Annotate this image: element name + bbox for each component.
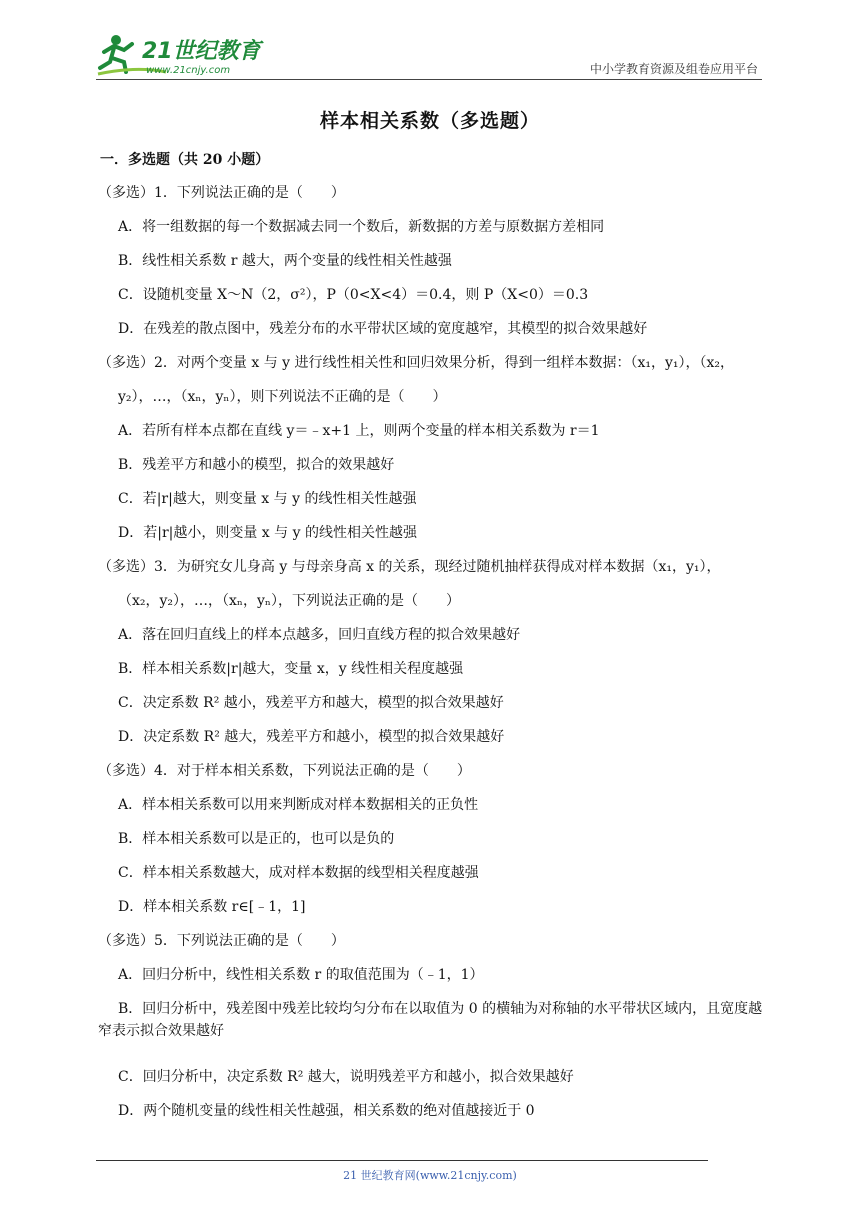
question-3-stem: [98, 556, 764, 612]
question-1-option-a: A．将一组数据的每一个数据减去同一个数后，新数据的方差与原数据方差相同: [118, 219, 605, 235]
question-list: [98, 148, 764, 1134]
question-3-option-b: B．样本相关系数|r|越大，变量 x，y 线性相关程度越强: [118, 661, 464, 677]
footer-link[interactable]: 21 世纪教育网(www.21cnjy.com): [343, 1169, 517, 1182]
question-2-option-d: D．若|r|越小，则变量 x 与 y 的线性相关性越强: [118, 525, 417, 541]
page-header: [96, 30, 762, 80]
platform-name: 中小学教育资源及组卷应用平台: [589, 62, 758, 76]
svg-text:www.21cnjy.com: www.21cnjy.com: [146, 65, 231, 76]
question-2-option-c: C．若|r|越大，则变量 x 与 y 的线性相关性越强: [118, 491, 417, 507]
question-1-option-d: D．在残差的散点图中，残差分布的水平带状区域的宽度越窄，其模型的拟合效果越好: [118, 321, 648, 337]
question-2-option-a: A．若所有样本点都在直线 y＝﹣x+1 上，则两个变量的样本相关系数为 r＝1: [118, 423, 600, 439]
logo-runner-icon: [96, 30, 266, 78]
question-2-option-b: B．残差平方和越小的模型，拟合的效果越好: [118, 457, 395, 473]
question-4-option-d: D．样本相关系数 r∈[﹣1，1]: [118, 899, 306, 915]
question-3-option-c: C．决定系数 R² 越小，残差平方和越大，模型的拟合效果越好: [118, 695, 504, 711]
question-1-option-c: C．设随机变量 X～N（2，σ²），P（0<X<4）＝0.4，则 P（X<0）＝0.3: [118, 287, 589, 303]
section-heading: 一．多选题（共 20 小题）: [100, 152, 270, 168]
question-5-option-a: A．回归分析中，线性相关系数 r 的取值范围为（﹣1，1）: [118, 967, 484, 983]
question-4-option-b: B．样本相关系数可以是正的，也可以是负的: [118, 831, 395, 847]
svg-text:21世纪教育: 21世纪教育: [142, 39, 261, 64]
question-3-stem-line1: （多选）3．为研究女儿身高 y 与母亲身高 x 的关系，现经过随机抽样获得成对样本数据（x₁，y₁），: [98, 559, 721, 575]
question-3-option-d: D．决定系数 R² 越大，残差平方和越小，模型的拟合效果越好: [118, 729, 505, 745]
site-logo[interactable]: [96, 30, 266, 78]
page-title: 样本相关系数（多选题）: [319, 110, 540, 132]
question-5-option-b: B．回归分析中，残差图中残差比较均匀分布在以取值为 0 的横轴为对称轴的水平带状区域内，且宽度越窄表示拟合效果越好: [98, 1001, 763, 1039]
header-divider: [96, 79, 762, 80]
question-4-option-c: C．样本相关系数越大，成对样本数据的线型相关程度越强: [118, 865, 479, 881]
question-1-option-b: B．线性相关系数 r 越大，两个变量的线性相关性越强: [118, 253, 452, 269]
question-1-stem: （多选）1．下列说法正确的是（ ）: [98, 185, 345, 201]
question-4-stem: （多选）4．对于样本相关系数，下列说法正确的是（ ）: [98, 763, 471, 779]
question-2-stem-line1: （多选）2．对两个变量 x 与 y 进行线性相关性和回归效果分析，得到一组样本数据：（x₁，y₁），（x₂，: [98, 355, 735, 371]
question-4-option-a: A．样本相关系数可以用来判断成对样本数据相关的正负性: [118, 797, 479, 813]
question-5-option-c: C．回归分析中，决定系数 R² 越大，说明残差平方和越小，拟合效果越好: [118, 1069, 574, 1085]
footer-divider: [96, 1160, 708, 1161]
question-2-stem-line2: y₂），…，（xₙ，yₙ），则下列说法不正确的是（ ）: [118, 389, 447, 405]
question-2-stem: [98, 352, 764, 408]
question-5-option-d: D．两个随机变量的线性相关性越强，相关系数的绝对值越接近于 0: [118, 1103, 535, 1119]
question-3-stem-line2: （x₂，y₂），…，（xₙ，yₙ），下列说法正确的是（ ）: [118, 593, 460, 609]
question-3-option-a: A．落在回归直线上的样本点越多，回归直线方程的拟合效果越好: [118, 627, 521, 643]
question-5-stem: （多选）5．下列说法正确的是（ ）: [98, 933, 345, 949]
